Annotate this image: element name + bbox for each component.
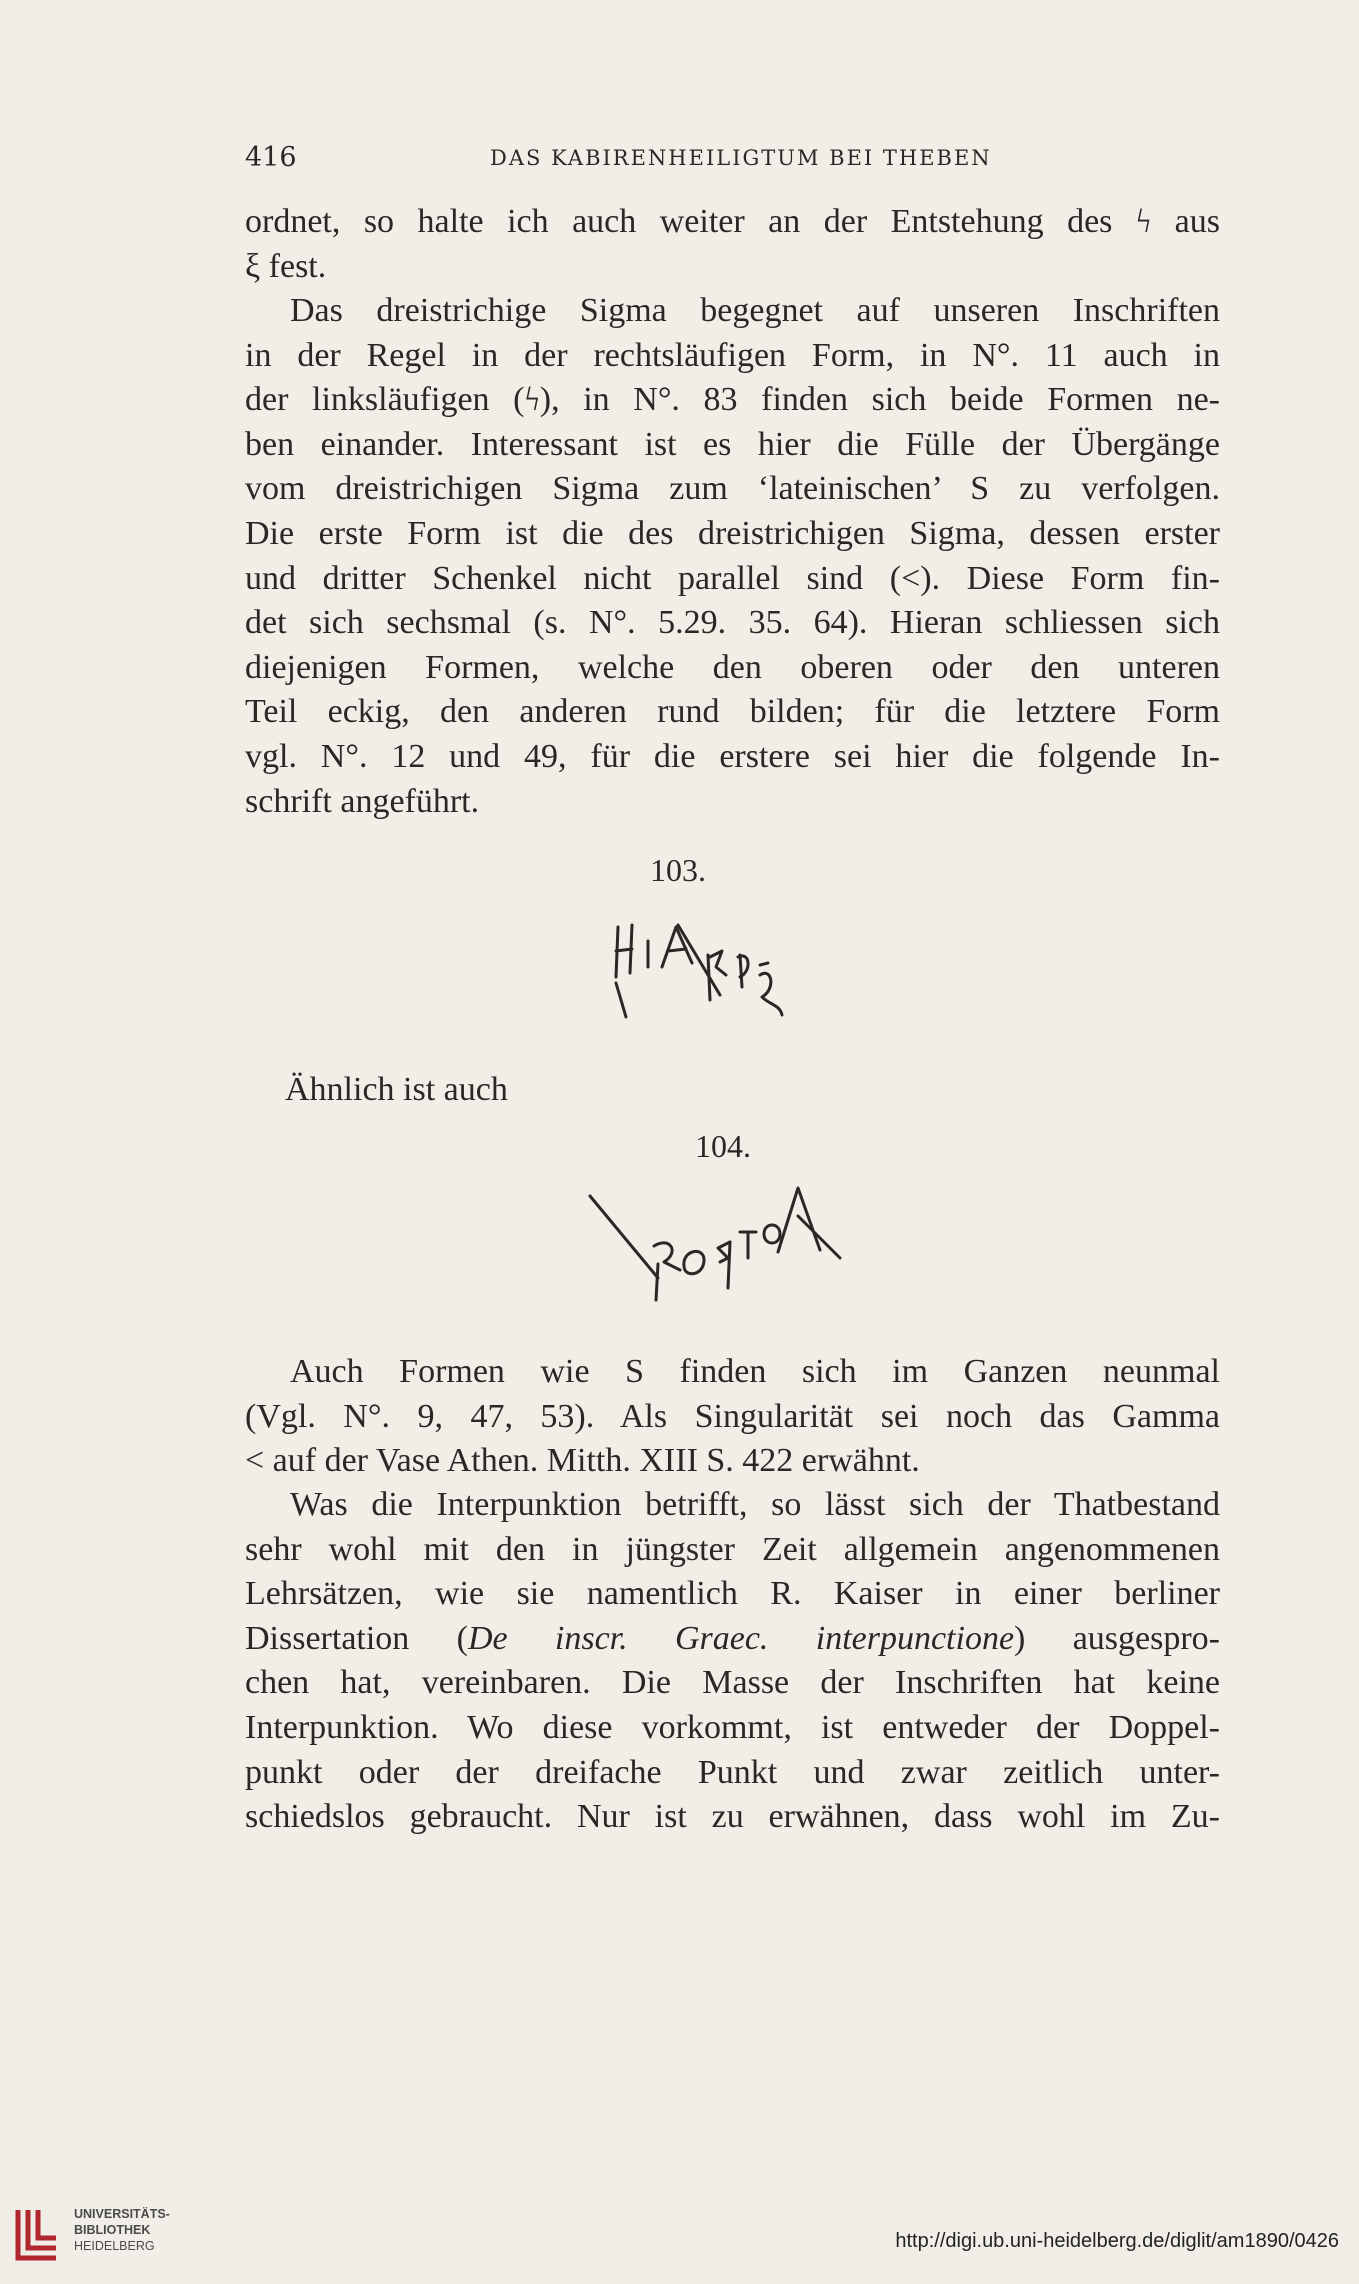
text-line: chen hat, vereinbaren. Die Masse der Inschriften hat keine	[245, 1664, 1220, 1702]
text-line: schiedslos gebraucht. Nur ist zu erwähnen, dass wohl im Zu-	[245, 1798, 1220, 1836]
page-header	[245, 142, 1225, 178]
inscription-number-103: 103.	[650, 852, 706, 888]
text-line: ξ fest.	[245, 247, 327, 285]
text-fragment: ) ausgespro-	[1014, 1619, 1220, 1657]
text-line: det sich sechsmal (s. N°. 5.29. 35. 64). Hieran schliessen sich	[245, 604, 1220, 642]
text-line: ordnet, so halte ich auch weiter an der Entstehung des ϟ aus	[245, 203, 1220, 240]
text-line: punkt oder der dreifache Punkt und zwar zeitlich unter-	[245, 1753, 1220, 1791]
text-line: < auf der Vase Athen. Mitth. XIII S. 422 erwähnt.	[245, 1442, 920, 1480]
text-fragment: Dissertation (	[245, 1619, 468, 1657]
running-title: DAS KABIRENHEILIGTUM BEI THEBEN	[490, 146, 992, 170]
text-line: schrift angeführt.	[245, 782, 480, 820]
text-line: vom dreistrichigen Sigma zum ‘lateinischen’ S zu verfolgen.	[245, 470, 1220, 508]
paragraph-1	[245, 200, 1220, 289]
text-line: sehr wohl mit den in jüngster Zeit allgemein angenommenen	[245, 1530, 1220, 1568]
similar-line: Ähnlich ist auch	[285, 1071, 508, 1108]
library-logo-icon	[12, 2204, 62, 2264]
text-line: und dritter Schenkel nicht parallel sind (<). Diese Form fin-	[245, 559, 1220, 597]
text-line: der linksläufigen (ϟ), in N°. 83 finden sich beide Formen ne-	[245, 381, 1220, 419]
text-line: diejenigen Formen, welche den oberen oder den unteren	[245, 648, 1220, 686]
text-line: (Vgl. N°. 9, 47, 53). Als Singularität sei noch das Gamma	[245, 1397, 1220, 1435]
inscription-number-104: 104.	[695, 1128, 751, 1164]
text-line: Das dreistrichige Sigma begegnet auf unseren Inschriften	[290, 292, 1220, 329]
text-line: Die erste Form ist die des dreistrichigen Sigma, dessen erster	[245, 514, 1220, 552]
library-logo[interactable]	[12, 2198, 172, 2274]
dissertation-title: De inscr. Graec. interpunctione	[467, 1619, 1015, 1657]
paragraph-2	[245, 289, 1220, 824]
text-line: Auch Formen wie S finden sich im Ganzen neunmal	[290, 1353, 1220, 1390]
paragraph-3	[245, 1350, 1220, 1484]
paragraph-4	[245, 1483, 1220, 1840]
library-name	[74, 2206, 170, 2254]
inscription-103-drawing	[610, 905, 840, 1040]
text-line: Teil eckig, den anderen rund bilden; für die letztere Form	[245, 693, 1220, 731]
text-line-with-title	[245, 1617, 1220, 1662]
text-line: vgl. N°. 12 und 49, für die erstere sei hier die folgende In-	[245, 737, 1220, 775]
text-line: ben einander. Interessant ist es hier die Fülle der Übergänge	[245, 425, 1220, 463]
logo-line: HEIDELBERG	[74, 2239, 155, 2253]
logo-line: BIBLIOTHEK	[74, 2223, 151, 2237]
text-line: Lehrsätzen, wie sie namentlich R. Kaiser in einer berliner	[245, 1575, 1220, 1613]
source-url-link[interactable]: http://digi.ub.uni-heidelberg.de/diglit/am1890/0426	[895, 2230, 1339, 2252]
page-number: 416	[245, 142, 297, 173]
text-line: in der Regel in der rechtsläufigen Form, in N°. 11 auch in	[245, 336, 1220, 374]
text-line: Was die Interpunktion betrifft, so lässt sich der Thatbestand	[290, 1486, 1220, 1523]
inscription-104-drawing	[580, 1160, 880, 1310]
text-line: Interpunktion. Wo diese vorkommt, ist entweder der Doppel-	[245, 1708, 1220, 1746]
logo-line: UNIVERSITÄTS-	[74, 2207, 170, 2221]
